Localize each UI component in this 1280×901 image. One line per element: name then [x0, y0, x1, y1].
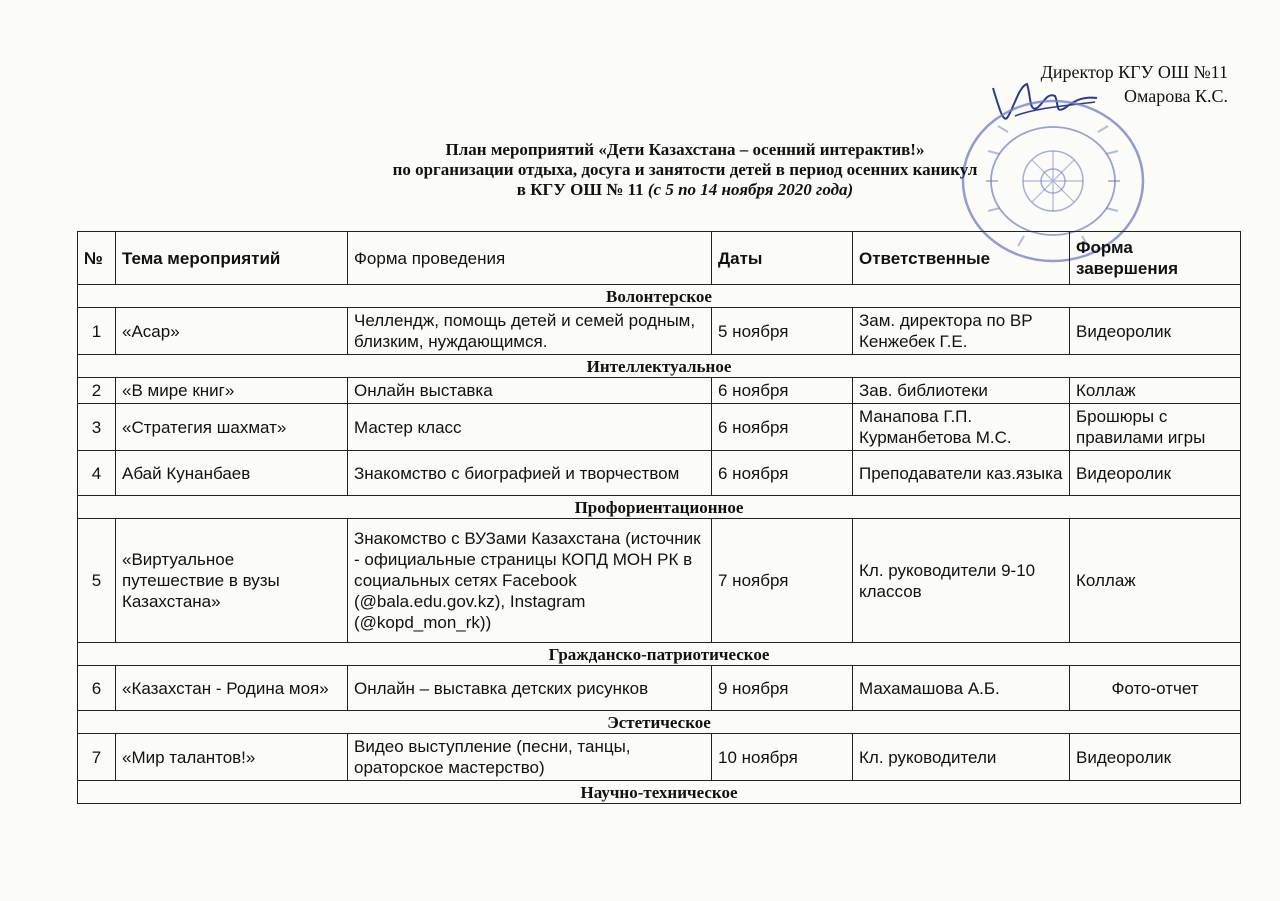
header-completion: Форма завершения [1070, 232, 1241, 285]
header-theme: Тема мероприятий [116, 232, 348, 285]
row-theme: «Виртуальное путешествие в вузы Казахстана» [116, 519, 348, 643]
title-school: в КГУ ОШ № 11 [516, 180, 644, 199]
row-form: Челлендж, помощь детей и семей родным, близким, нуждающимся. [348, 308, 712, 355]
table-header-row [78, 232, 1241, 285]
row-theme: «В мире книг» [116, 378, 348, 404]
title-period: (с 5 по 14 ноября 2020 года) [647, 180, 854, 199]
section-row [78, 355, 1241, 378]
table-row [78, 308, 1241, 355]
section-title: Научно-техническое [78, 781, 1241, 804]
row-form: Онлайн – выставка детских рисунков [348, 666, 712, 711]
row-date: 6 ноября [712, 378, 853, 404]
approval-name: Омарова К.С. [1123, 86, 1228, 106]
row-date: 5 ноября [712, 308, 853, 355]
title-line-2: по организации отдыха, досуга и занятости детей в период осенних каникул [392, 160, 978, 179]
row-theme: «Мир талантов!» [116, 734, 348, 781]
row-theme: «Асар» [116, 308, 348, 355]
row-responsible: Манапова Г.П. Курманбетова М.С. [853, 404, 1070, 451]
header-dates: Даты [712, 232, 853, 285]
row-completion: Фото-отчет [1070, 666, 1241, 711]
table-row [78, 404, 1241, 451]
row-num: 5 [78, 519, 116, 643]
row-num: 3 [78, 404, 116, 451]
header-responsible: Ответственные [853, 232, 1070, 285]
section-title: Эстетическое [78, 711, 1241, 734]
document-title [0, 140, 1280, 200]
row-completion: Видеоролик [1070, 451, 1241, 496]
section-title: Интеллектуальное [78, 355, 1241, 378]
row-date: 7 ноября [712, 519, 853, 643]
row-date: 10 ноября [712, 734, 853, 781]
row-responsible: Махамашова А.Б. [853, 666, 1070, 711]
section-row [78, 496, 1241, 519]
header-num: № [78, 232, 116, 285]
header-form: Форма проведения [348, 232, 712, 285]
row-form: Онлайн выставка [348, 378, 712, 404]
section-row [78, 781, 1241, 804]
table-row [78, 734, 1241, 781]
row-completion: Коллаж [1070, 519, 1241, 643]
row-responsible: Зам. директора по ВР Кенжебек Г.Е. [853, 308, 1070, 355]
row-num: 1 [78, 308, 116, 355]
row-num: 6 [78, 666, 116, 711]
section-title: Профориентационное [78, 496, 1241, 519]
row-form: Мастер класс [348, 404, 712, 451]
table-row [78, 451, 1241, 496]
row-theme: Абай Кунанбаев [116, 451, 348, 496]
section-row [78, 643, 1241, 666]
title-line-1: План мероприятий «Дети Казахстана – осенний интерактив!» [445, 140, 925, 159]
row-theme: «Казахстан - Родина моя» [116, 666, 348, 711]
row-responsible: Кл. руководители [853, 734, 1070, 781]
table-row [78, 378, 1241, 404]
row-completion: Видеоролик [1070, 308, 1241, 355]
row-date: 9 ноября [712, 666, 853, 711]
row-num: 4 [78, 451, 116, 496]
row-responsible: Зав. библиотеки [853, 378, 1070, 404]
row-date: 6 ноября [712, 404, 853, 451]
events-table [77, 231, 1241, 804]
row-form: Знакомство с биографией и творчеством [348, 451, 712, 496]
row-completion: Коллаж [1070, 378, 1241, 404]
row-completion: Брошюры с правилами игры [1070, 404, 1241, 451]
approval-position: Директор КГУ ОШ №11 [1040, 62, 1228, 82]
section-title: Волонтерское [78, 285, 1241, 308]
row-num: 7 [78, 734, 116, 781]
row-responsible: Преподаватели каз.языка [853, 451, 1070, 496]
table-row [78, 519, 1241, 643]
row-completion: Видеоролик [1070, 734, 1241, 781]
table-row [78, 666, 1241, 711]
section-title: Гражданско-патриотическое [78, 643, 1241, 666]
section-row [78, 285, 1241, 308]
row-num: 2 [78, 378, 116, 404]
section-row [78, 711, 1241, 734]
row-form: Знакомство с ВУЗами Казахстана (источник - официальные страницы КОПД МОН РК в социальных сетях Facebook (@bala.edu.gov.kz), Instagram (@kopd_mon_rk)) [348, 519, 712, 643]
row-form: Видео выступление (песни, танцы, ораторское мастерство) [348, 734, 712, 781]
title-line-3 [0, 180, 1280, 200]
row-date: 6 ноября [712, 451, 853, 496]
row-responsible: Кл. руководители 9-10 классов [853, 519, 1070, 643]
row-theme: «Стратегия шахмат» [116, 404, 348, 451]
